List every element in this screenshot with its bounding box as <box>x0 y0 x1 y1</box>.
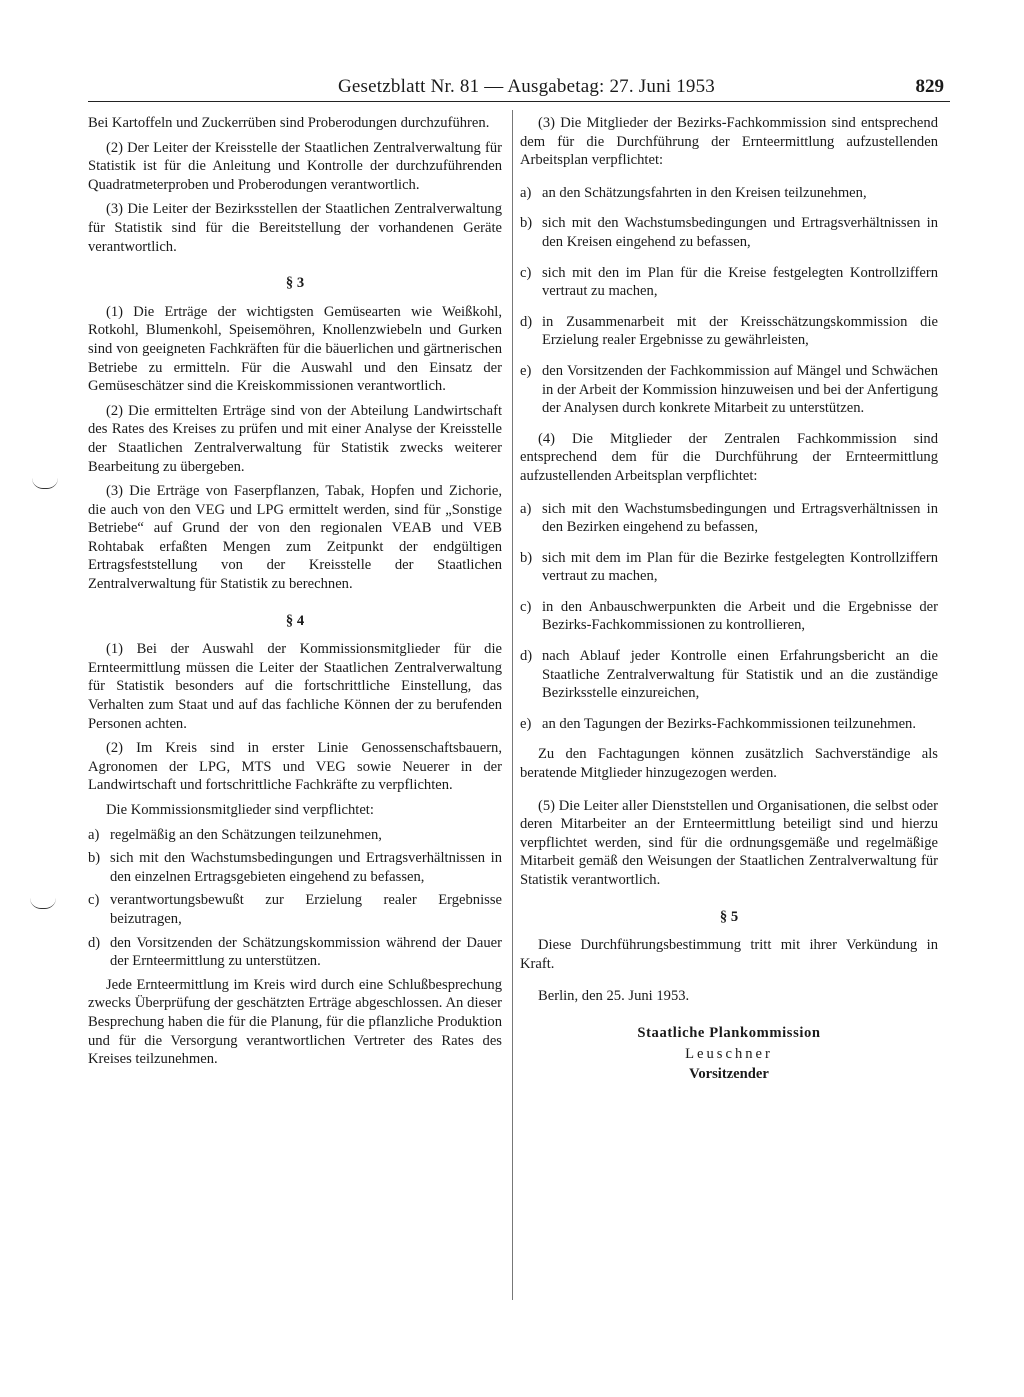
paragraph: Bei Kartoffeln und Zuckerrüben sind Proberodungen durchzuführen. <box>88 115 490 131</box>
list-text: an den Tagungen der Bezirks-Fachkommissionen teilzunehmen. <box>542 715 916 732</box>
list-item <box>520 549 938 586</box>
list-item <box>520 715 938 734</box>
list-label: d) <box>88 934 101 951</box>
paragraph: (3) Die Leiter der Bezirksstellen der Staatlichen Zentralverwaltung für Statistik sind für die Bereitstellung der vorhandenen Geräte verantwortlich. <box>88 201 502 255</box>
list-text: regelmäßig an den Schätzungen teilzunehmen, <box>110 826 382 843</box>
list-item <box>520 500 938 537</box>
section-heading: § 4 <box>285 612 305 629</box>
header-title: Gesetzblatt Nr. 81 — Ausgabetag: 27. Juni 1953 <box>338 76 716 97</box>
list-label: a) <box>88 826 100 843</box>
list-item <box>520 264 938 301</box>
list-item <box>88 826 502 845</box>
paragraph: (4) Die Mitglieder der Zentralen Fachkommission sind entsprechend dem für die Durchführung der Ernteermittlung aufzustellenden Arbeitsplan verpflichtet: <box>520 430 938 484</box>
column-divider <box>512 110 513 1300</box>
list-text: in Zusammenarbeit mit der Kreisschätzungskommission die Erzielung realer Ergebnisse zu gewährleisten, <box>542 313 938 349</box>
left-column <box>88 114 502 1075</box>
page-number: 829 <box>915 76 944 97</box>
signature-organization: Staatliche Plankommission <box>637 1024 821 1041</box>
list-item <box>520 647 938 703</box>
list-text: den Vorsitzenden der Schätzungskommission während der Dauer der Ernteermittlung zu unterstützen. <box>110 934 502 970</box>
list-item <box>520 184 938 203</box>
list-text: verantwortungsbewußt zur Erzielung realer Ergebnisse beizutragen, <box>110 892 502 927</box>
list-item <box>520 362 938 418</box>
list-text: sich mit dem im Plan für die Bezirke festgelegten Kontrollziffern vertraut zu machen, <box>542 549 938 585</box>
signature-role: Vorsitzender <box>689 1066 769 1083</box>
list-label: e) <box>520 715 532 732</box>
paragraph: (1) Die Erträge der wichtigsten Gemüsearten wie Weißkohl, Rotkohl, Blumenkohl, Speisemöhren, Knollenzwiebeln und Gurken sind von geeigneten Fachkräften für die bäuerlichen und gärtnerischen Betriebe zu ermitteln. Für die Auswahl und den Einsatz der Gemüseschätzer sind die Kreiskommissionen verantwortlich. <box>88 303 502 395</box>
paragraph: (3) Die Erträge von Faserpflanzen, Tabak, Hopfen und Zichorie, die auch von den VEG und LPG ermittelt werden, sind für „Sonstige Betriebe“ auf Grund der von den regionalen VEAB und VEB Rohtabak erfaßten Mengen zum Zeitpunkt der endgültigen Ertragsfeststellung von der Kreisstelle der Staatlichen Zentralverwaltung für Statistik zu berechnen. <box>88 483 502 593</box>
list-text: an den Schätzungsfahrten in den Kreisen teilzunehmen, <box>542 184 867 201</box>
paragraph: (2) Der Leiter der Kreisstelle der Staatlichen Zentralverwaltung für Statistik ist für die Anleitung und Kontrolle der durchzuführenden Quadratmeterproben und Proberodungen verantwortlich. <box>88 139 502 193</box>
list-item <box>520 214 938 251</box>
section-heading: § 3 <box>285 275 305 292</box>
list-text: sich mit den Wachstumsbedingungen und Ertragsverhältnissen in den Kreisen eingehend zu befassen, <box>542 215 938 250</box>
list-text: nach Ablauf jeder Kontrolle einen Erfahrungsbericht an die Staatliche Zentralverwaltung für Statistik und an die zuständige Bezirksstelle einzureichen, <box>542 648 938 702</box>
paragraph: (2) Im Kreis sind in erster Linie Genossenschaftsbauern, Agronomen der LPG, MTS und VEG sowie Neuerer in der Landwirtschaft und fortschrittliche Fachkräfte zu verpflichten. <box>88 740 502 794</box>
list-label: c) <box>88 892 100 909</box>
paragraph: Jede Ernteermittlung im Kreis wird durch eine Schlußbesprechung zwecks Überprüfung der geschätzten Erträge abgeschlossen. An dieser Besprechung haben die für die Planung, für die pflanzliche Produktion und für die Versorgung verantwortlichen Vertreter des Rates des Kreises teilzunehmen. <box>88 976 502 1068</box>
paragraph: Zu den Fachtagungen können zusätzlich Sachverständige als beratende Mitglieder hinzugezogen werden. <box>520 746 938 782</box>
list-label: e) <box>520 362 532 379</box>
paragraph: (5) Die Leiter aller Dienststellen und Organisationen, die selbst oder deren Mitarbeiter an der Ernteermittlung beteiligt sind und hierzu verpflichtet werden, sind für die ordnungsgemäße und regelmäßige Mitarbeit gemäß den Weisungen der Staatlichen Zentralverwaltung für Statistik verantwortlich. <box>520 797 938 888</box>
list-text: sich mit den Wachstumsbedingungen und Ertragsverhältnissen in den einzelnen Ertragsgebieten eingehend zu befassen, <box>110 850 502 885</box>
list-item <box>520 598 938 635</box>
list-item <box>88 891 502 928</box>
paragraph: (3) Die Mitglieder der Bezirks-Fachkommission sind entsprechend dem für die Durchführung der Ernteermittlung aufzustellenden Arbeitsplan verpflichtet: <box>520 115 938 169</box>
signature-block <box>520 1024 938 1084</box>
list-item <box>520 313 938 350</box>
section-heading: § 5 <box>719 908 739 925</box>
margin-mark <box>30 898 56 909</box>
header-rule <box>88 101 950 102</box>
right-column <box>520 114 938 1084</box>
list-item <box>88 934 502 971</box>
paragraph: Diese Durchführungsbestimmung tritt mit ihrer Verkündung in Kraft. <box>520 937 938 972</box>
margin-mark <box>32 478 58 489</box>
list-label: c) <box>520 598 532 615</box>
list-text: sich mit den im Plan für die Kreise festgelegten Kontrollziffern vertraut zu machen, <box>542 264 938 300</box>
list-label: b) <box>88 850 101 867</box>
page-header <box>88 74 950 102</box>
list-label: b) <box>520 549 533 566</box>
paragraph: Die Kommissionsmitglieder sind verpflichtet: <box>106 802 374 818</box>
list-label: c) <box>520 264 532 281</box>
list-label: a) <box>520 500 532 517</box>
list-item <box>88 849 502 886</box>
signature-name: Leuschner <box>685 1045 773 1062</box>
list-label: d) <box>520 313 533 330</box>
place-date: Berlin, den 25. Juni 1953. <box>538 988 690 1005</box>
paragraph: (1) Bei der Auswahl der Kommissionsmitglieder für die Ernteermittlung müssen die Leiter der Staatlichen Zentralverwaltung für Statistik besonders auf die fortschrittliche Einstellung, das Verhalten zum Staat und auf das fachliche Können der zu berufenden Personen achten. <box>88 641 502 732</box>
list-label: d) <box>520 648 533 665</box>
list-text: sich mit den Wachstumsbedingungen und Ertragsverhältnissen in den Bezirken eingehend zu befassen, <box>542 500 938 536</box>
list-text: in den Anbauschwerpunkten die Arbeit und die Ergebnisse der Bezirks-Fachkommissionen zu kontrollieren, <box>542 598 938 634</box>
list-label: b) <box>520 215 533 232</box>
list-text: den Vorsitzenden der Fachkommission auf Mängel und Schwächen in der Arbeit der Kommission hinzuweisen und bei der Anfertigung der Analysen durch konkrete Mitarbeit zu unterstützen. <box>542 362 938 417</box>
list-label: a) <box>520 184 532 201</box>
paragraph: (2) Die ermittelten Erträge sind von der Abteilung Landwirtschaft des Rates des Kreises zu prüfen und mit einer Analyse der Kreisstelle der Staatlichen Zentralverwaltung für Statistik zwecks weiterer Bearbeitung zu übergeben. <box>88 402 502 475</box>
